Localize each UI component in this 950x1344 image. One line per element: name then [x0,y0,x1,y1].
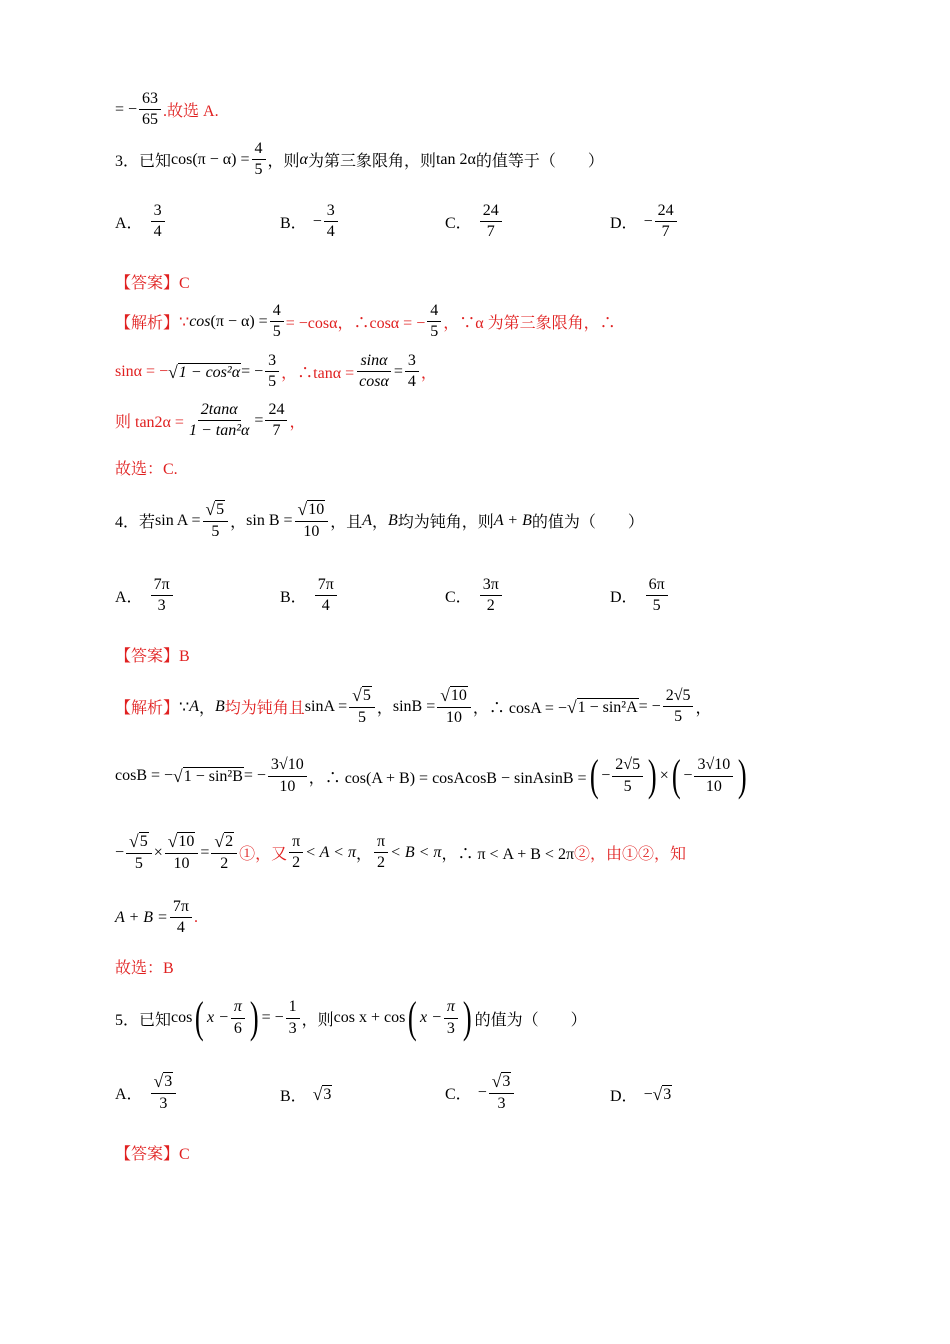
q4-answer: 【答案】B [115,648,190,665]
q3-option-d: D． − $\frac{24}{7}$ [610,202,679,242]
q5-option-d: D． − √ 3 [610,1084,672,1105]
q3-choose: 故选：C. [115,461,178,478]
q3-stem: 3．已知 cos(π − α) = $\frac{4}{5}$ ，则 α 为第三象限角，则 tan 2α 的值等于（ ） [115,140,604,179]
q3-option-b: B． − $\frac{3}{4}$ [280,202,340,242]
q4-stem: 4．若 sin A = √ 5 5 ， sin B = √ 10 10 ，且 A ， B 均为钝角，则 A + B 的值为（ ） [115,499,644,541]
q4-solution-line1: 【解析】 ∵ A ， B 均为钝角且 sinA = √ 5 5 ， sinB = √ 10 10 ，∴ cosA = − √ 1 − sin²A = − $\frac{2√5}{5}$ ， [115,685,712,727]
fraction: $\frac{4}{5}$ [252,140,266,180]
q3-solution-line2: sinα = − √ 1 − cos²α = − $\frac{3}{5}$ ，∴tanα = $\frac{\sin\alpha}{\cos\alpha}$ = $\frac{3}{4}$ ， [115,352,437,391]
q5-stem: 5．已知 cos ( x − $\frac{\pi}{6}$ ) = − $\frac{1}{3}$ ，则 cos x + cos ( x − $\frac{\pi}{3}$ ) 的值为（ ） [115,993,587,1042]
q3-solution-line3: 则 tan2α = $\frac{2\tan\alpha}{\text{1 − tan²α}}$ = $\frac{24}{7}$ ， [115,401,306,440]
q4-solution-line3: − √ 5 5 × √ 10 10 = √ 2 2 ①，又 $\frac{\pi}{2}$ < A < π ， $\frac{\pi}{2}$ < B < π ，∴ π < A + B < 2π ②，由①②，知 [115,831,687,873]
q5-option-c: C． − √ 3 3 [445,1072,516,1114]
q3-option-a: A． $\frac{3}{4}$ [115,202,167,242]
q5-option-a: A． √ 3 3 [115,1072,178,1114]
q3-option-c: C． $\frac{24}{7}$ [445,202,504,242]
q4-option-d: D． $\frac{6\pi}{5}$ [610,576,670,616]
q4-option-b: B． $\frac{7\pi}{4}$ [280,576,339,616]
q3-answer: 【答案】C [115,275,190,292]
q5-option-b: B． √ 3 [280,1084,332,1105]
q4-solution-line2: cosB = − √ 1 − sin²B = − $\frac{3√10}{10}$ ，∴ cos(A + B) = cosAcosB − sinAsinB = ( − $\frac{2√5}{5}$ ) × ( − $\frac{3√10}{10}$ ) [115,751,747,800]
q4-option-a: A． $\frac{7\pi}{3}$ [115,576,175,616]
q4-choose: 故选：B [115,960,174,977]
q3-solution-line1: 【解析】 ∵ cos (π − α) = $\frac{4}{5}$ = −cosα，∴cosα = − $\frac{4}{5}$ ，∵α 为第三象限角，∴ [115,302,616,341]
q5-answer: 【答案】C [115,1146,190,1163]
choose-text: .故选 A. [163,103,219,121]
q4-option-c: C． $\frac{3\pi}{2}$ [445,576,504,616]
prev-result-line: = − $\frac{63}{65}$ .故选 A. [115,90,219,129]
fraction: $\frac{63}{65}$ [139,90,161,130]
q4-solution-line4: A + B = $\frac{7\pi}{4}$ . [115,898,198,937]
